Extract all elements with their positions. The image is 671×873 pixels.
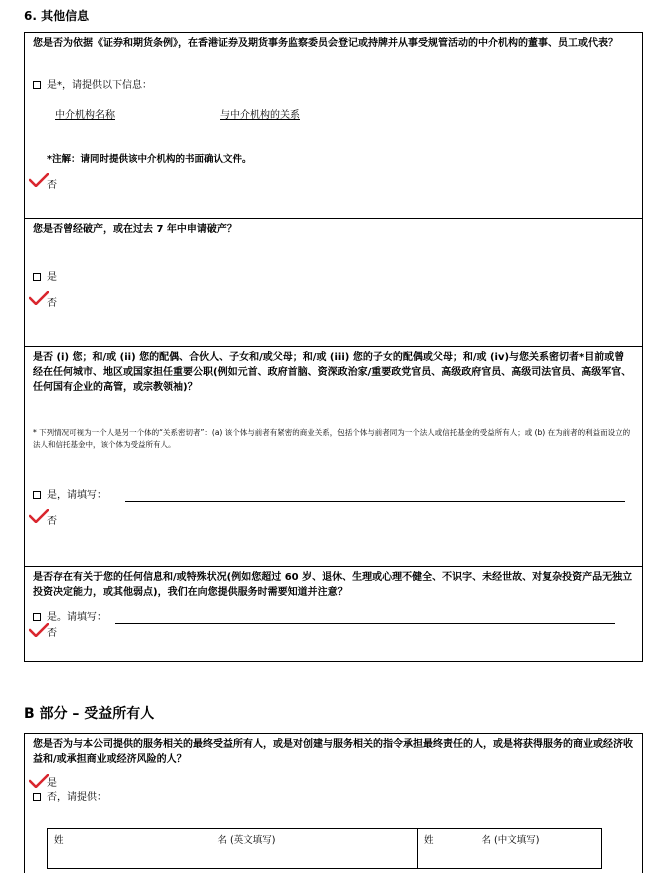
section-6-heading: 6. 其他信息 [24, 9, 90, 23]
check-mark-icon [29, 623, 49, 637]
no-checkbox[interactable] [33, 793, 41, 801]
yes-option[interactable]: 是*，请提供以下信息： [33, 79, 152, 92]
yes-option[interactable]: 是，请填写： [33, 489, 107, 502]
note-text: * 下列情况可视为一个人是另一个体的“关系密切者”：(a) 该个体与前者有紧密的商业关系，包括个体与前者同为一个法人或信托基金的受益所有人；或 (b) 在为前者的利益而设立的法人和信托基金中，该个体为受益所有人。 [33, 428, 631, 449]
relation-label: 与中介机构的关系 [220, 110, 300, 121]
question-text: 是否存在有关于您的任何信息和/或特殊状况(例如您超过 60 岁、退休、生理或心理不健全、不识字、未经世故、对复杂投资产品无独立投资决定能力，或其他弱点)，我们在向您提供服务时需要知道并注意？ [33, 572, 633, 598]
check-mark-icon [29, 291, 49, 305]
no-option[interactable]: 否 [47, 516, 57, 527]
question-text: 您是否为依据《证券和期货条例》，在香港证券及期货事务监察委员会登记或持牌并从事受规管活动的中介机构的董事、员工或代表？ [33, 38, 618, 49]
name-table [47, 828, 602, 869]
question-text: 您是否曾经破产，或在过去 7 年中申请破产？ [33, 224, 237, 235]
fill-in-line[interactable] [125, 501, 625, 502]
yes-checkbox[interactable] [33, 273, 41, 281]
yes-option[interactable]: 是 [47, 778, 57, 789]
yes-checkbox[interactable] [33, 491, 41, 499]
question-special-status [25, 567, 642, 661]
no-option[interactable]: 否 [47, 180, 57, 191]
surname-cn-cell[interactable]: 姓 [418, 829, 468, 869]
question-intermediary [25, 33, 642, 219]
fill-in-line[interactable] [115, 623, 615, 624]
check-mark-icon [29, 509, 49, 523]
yes-option[interactable]: 是 [33, 271, 57, 284]
question-public-office [25, 347, 642, 567]
note-text: *注解：请同时提供该中介机构的书面确认文件。 [47, 154, 252, 165]
check-mark-icon [29, 774, 49, 788]
part-b-heading: B 部分 – 受益所有人 [24, 706, 155, 722]
no-option[interactable]: 否 [47, 628, 57, 639]
section-6-box [24, 32, 643, 662]
yes-checkbox[interactable] [33, 81, 41, 89]
table-row [48, 829, 602, 869]
given-name-cn-cell[interactable]: 名 (中文填写) [468, 829, 602, 869]
no-option[interactable]: 否，请提供： [33, 791, 107, 804]
surname-en-cell[interactable]: 姓 [48, 829, 118, 869]
given-name-en-cell[interactable]: 名 (英文填写) [118, 829, 418, 869]
question-text: 是否 (i) 您；和/或 (ii) 您的配偶、合伙人、子女和/或父母；和/或 (iii) 您的子女的配偶或父母；和/或 (iv)与您关系密切者*目前或曾经在任何城市、地区或国家担任重要公职(例如元首、政府首脑、资深政治家/重要政党官员、高级政府官员、高级司法官员、高级军官、任何国有企业的高管，或宗教领袖)？ [33, 352, 632, 393]
question-bankruptcy [25, 219, 642, 347]
check-mark-icon [29, 173, 49, 187]
no-option[interactable]: 否 [47, 298, 57, 309]
intermediary-name-label: 中介机构名称 [55, 110, 115, 121]
yes-option[interactable]: 是。请填写： [33, 611, 107, 624]
yes-checkbox[interactable] [33, 613, 41, 621]
question-text: 您是否为与本公司提供的服务相关的最终受益所有人，或是对创建与服务相关的指令承担最终责任的人，或是将获得服务的商业或经济收益和/或承担商业或经济风险的人？ [33, 739, 633, 765]
part-b-box [24, 733, 643, 873]
